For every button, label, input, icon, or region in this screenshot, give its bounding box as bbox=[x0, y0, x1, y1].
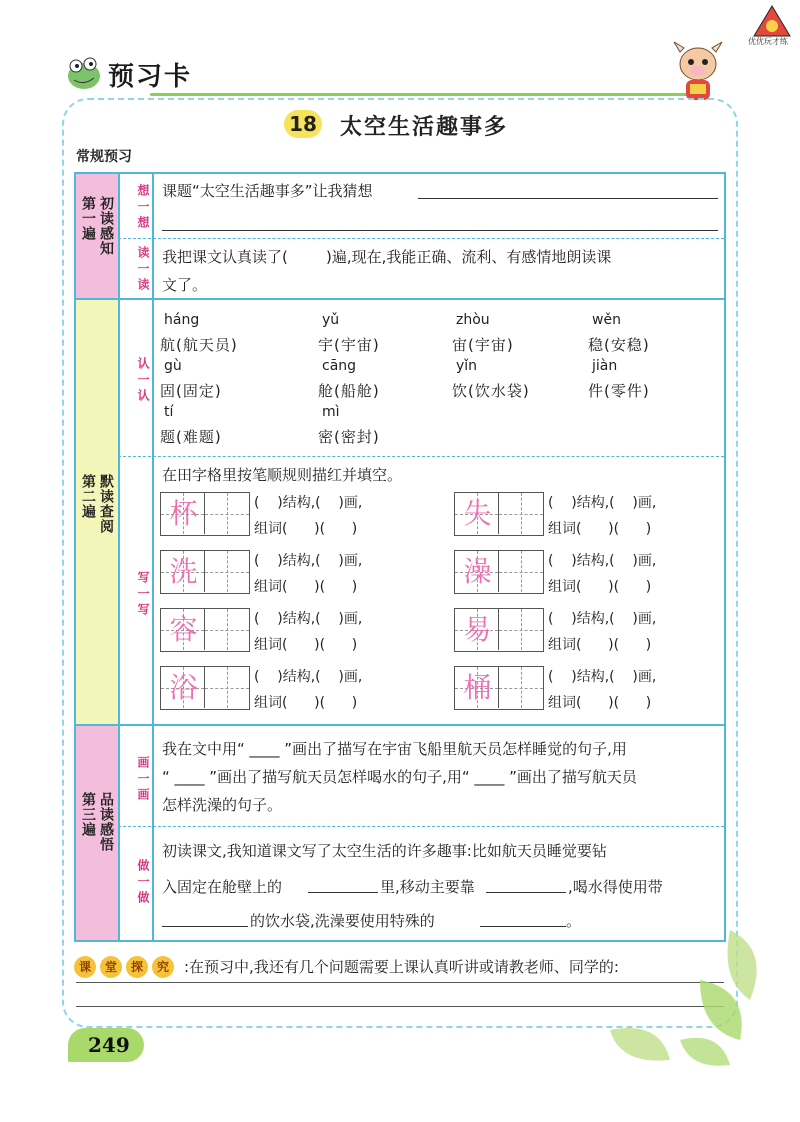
word-text: 饮(饮水袋) bbox=[452, 382, 530, 400]
word-text: 宇(宇宙) bbox=[318, 336, 380, 354]
word-pinyin: jiàn bbox=[592, 358, 618, 374]
frog-mascot-icon bbox=[62, 50, 106, 94]
tianzige-grid[interactable] bbox=[160, 608, 250, 652]
lesson-title: 太空生活趣事多 bbox=[340, 115, 509, 140]
lesson-number: 18 bbox=[284, 110, 322, 138]
word-fill-line[interactable]: 组词( )( ) bbox=[548, 521, 652, 537]
tianzige-grid[interactable] bbox=[160, 666, 250, 710]
structure-fill-line[interactable]: ( )结构,( )画, bbox=[548, 669, 657, 685]
word-text: 题(难题) bbox=[160, 428, 222, 446]
row-divider bbox=[118, 238, 724, 239]
page-number: 249 bbox=[88, 1033, 130, 1057]
structure-fill-line[interactable]: ( )结构,( )画, bbox=[254, 495, 363, 511]
word-pinyin: háng bbox=[164, 312, 200, 328]
row-divider bbox=[118, 456, 724, 457]
think-prompt: 课题“太空生活趣事多”让我猜想 bbox=[162, 182, 373, 200]
section-label: 常规预习 bbox=[76, 149, 132, 165]
do-text-line2a: 入固定在舱壁上的 bbox=[162, 878, 283, 896]
draw-text-line3: 怎样洗澡的句子。 bbox=[162, 796, 283, 814]
pass3-label: 第三遍 bbox=[80, 792, 96, 837]
word-text: 件(零件) bbox=[588, 382, 650, 400]
word-pinyin: zhòu bbox=[456, 312, 490, 328]
structure-fill-line[interactable]: ( )结构,( )画, bbox=[548, 611, 657, 627]
trace-character: 洗 bbox=[169, 555, 198, 588]
word-pinyin: mì bbox=[322, 404, 340, 420]
word-pinyin: wěn bbox=[592, 312, 621, 328]
pass1-sub-label: 初读感知 bbox=[98, 196, 114, 256]
word-text: 稳(安稳) bbox=[588, 336, 650, 354]
word-pinyin: yǔ bbox=[322, 312, 340, 328]
pass2-sub-label: 默读查阅 bbox=[98, 474, 114, 534]
do-text-line2c: ,喝水得使用带 bbox=[568, 878, 663, 896]
blank-drink[interactable] bbox=[162, 926, 248, 927]
draw-text-line2: “ ____ ”画出了描写航天员怎样喝水的句子,用“ ____ ”画出了描写航天员 bbox=[162, 768, 637, 786]
word-fill-line[interactable]: 组词( )( ) bbox=[254, 637, 358, 653]
word-fill-line[interactable]: 组词( )( ) bbox=[548, 579, 652, 595]
explore-text: :在预习中,我还有几个问题需要上课认真听讲或请教老师、同学的: bbox=[184, 958, 619, 976]
word-pinyin: gù bbox=[164, 358, 182, 374]
word-pinyin: yǐn bbox=[456, 358, 478, 374]
trace-character: 浴 bbox=[169, 671, 198, 704]
page-header-title: 预习卡 bbox=[108, 62, 193, 92]
word-pinyin: tí bbox=[164, 404, 174, 420]
publisher-logo-icon bbox=[752, 4, 792, 38]
word-pinyin: cāng bbox=[322, 358, 357, 374]
task-label-recognize: 认一认 bbox=[136, 357, 150, 405]
pass1-label: 第一遍 bbox=[80, 196, 96, 241]
word-fill-line[interactable]: 组词( )( ) bbox=[548, 695, 652, 711]
structure-fill-line[interactable]: ( )结构,( )画, bbox=[548, 553, 657, 569]
explore-char: 堂 bbox=[100, 956, 122, 978]
trace-character: 澡 bbox=[463, 555, 492, 588]
explore-label bbox=[74, 956, 174, 978]
structure-fill-line[interactable]: ( )结构,( )画, bbox=[254, 553, 363, 569]
header-divider bbox=[150, 93, 700, 96]
trace-character: 杯 bbox=[169, 497, 198, 530]
task-label-write: 写一写 bbox=[136, 571, 150, 619]
task-label-do: 做一做 bbox=[136, 859, 150, 907]
trace-character: 容 bbox=[169, 613, 198, 646]
word-fill-line[interactable]: 组词( )( ) bbox=[254, 521, 358, 537]
do-text-line3b: 。 bbox=[566, 912, 582, 930]
tianzige-grid[interactable] bbox=[454, 550, 544, 594]
ox-mascot-icon bbox=[668, 38, 728, 104]
read-text-line2: 文了。 bbox=[162, 276, 208, 294]
explore-char: 探 bbox=[126, 956, 148, 978]
tianzige-grid[interactable] bbox=[160, 550, 250, 594]
blank-wash[interactable] bbox=[480, 926, 566, 927]
word-text: 密(密封) bbox=[318, 428, 380, 446]
pass-divider-2 bbox=[76, 724, 724, 726]
word-fill-line[interactable]: 组词( )( ) bbox=[548, 637, 652, 653]
word-text: 宙(宇宙) bbox=[452, 336, 514, 354]
structure-fill-line[interactable]: ( )结构,( )画, bbox=[254, 669, 363, 685]
tianzige-grid[interactable] bbox=[454, 608, 544, 652]
word-fill-line[interactable]: 组词( )( ) bbox=[254, 579, 358, 595]
tianzige-grid[interactable] bbox=[454, 492, 544, 536]
task-label-draw: 画一画 bbox=[136, 756, 150, 804]
publisher-logo-text: 优优玩才练 bbox=[748, 37, 788, 46]
row-divider bbox=[118, 826, 724, 827]
draw-text-line1: 我在文中用“ ____ ”画出了描写在宇宙飞船里航天员怎样睡觉的句子,用 bbox=[162, 740, 627, 758]
task-label-read: 读一读 bbox=[136, 246, 150, 294]
structure-fill-line[interactable]: ( )结构,( )画, bbox=[254, 611, 363, 627]
leaf-decoration-icon bbox=[580, 920, 780, 1070]
do-text-line3a: 的饮水袋,洗澡要使用特殊的 bbox=[250, 912, 435, 930]
word-text: 航(航天员) bbox=[160, 336, 238, 354]
pass2-label: 第二遍 bbox=[80, 474, 96, 519]
write-instruction: 在田字格里按笔顺规则描红并填空。 bbox=[162, 466, 403, 484]
task-label-think: 想一想 bbox=[136, 184, 150, 232]
word-fill-line[interactable]: 组词( )( ) bbox=[254, 695, 358, 711]
explore-char: 课 bbox=[74, 956, 96, 978]
pass3-sub-label: 品读感悟 bbox=[98, 792, 114, 852]
blank-sleep[interactable] bbox=[308, 892, 378, 893]
do-text-line1: 初读课文,我知道课文写了太空生活的许多趣事:比如航天员睡觉要钻 bbox=[162, 842, 607, 860]
trace-character: 桶 bbox=[463, 671, 492, 704]
read-text-line1: 我把课文认真读了( )遍,现在,我能正确、流利、有感情地朗读课 bbox=[162, 248, 612, 266]
blank-move[interactable] bbox=[486, 892, 566, 893]
trace-character: 易 bbox=[463, 613, 492, 646]
trace-character: 失 bbox=[463, 497, 492, 530]
structure-fill-line[interactable]: ( )结构,( )画, bbox=[548, 495, 657, 511]
do-text-line2b: 里,移动主要靠 bbox=[380, 878, 475, 896]
think-answer-line-2[interactable] bbox=[162, 230, 718, 231]
explore-char: 究 bbox=[152, 956, 174, 978]
tianzige-grid[interactable] bbox=[160, 492, 250, 536]
word-text: 固(固定) bbox=[160, 382, 222, 400]
think-answer-line-1[interactable] bbox=[418, 198, 718, 199]
tianzige-grid[interactable] bbox=[454, 666, 544, 710]
word-text: 舱(船舱) bbox=[318, 382, 380, 400]
